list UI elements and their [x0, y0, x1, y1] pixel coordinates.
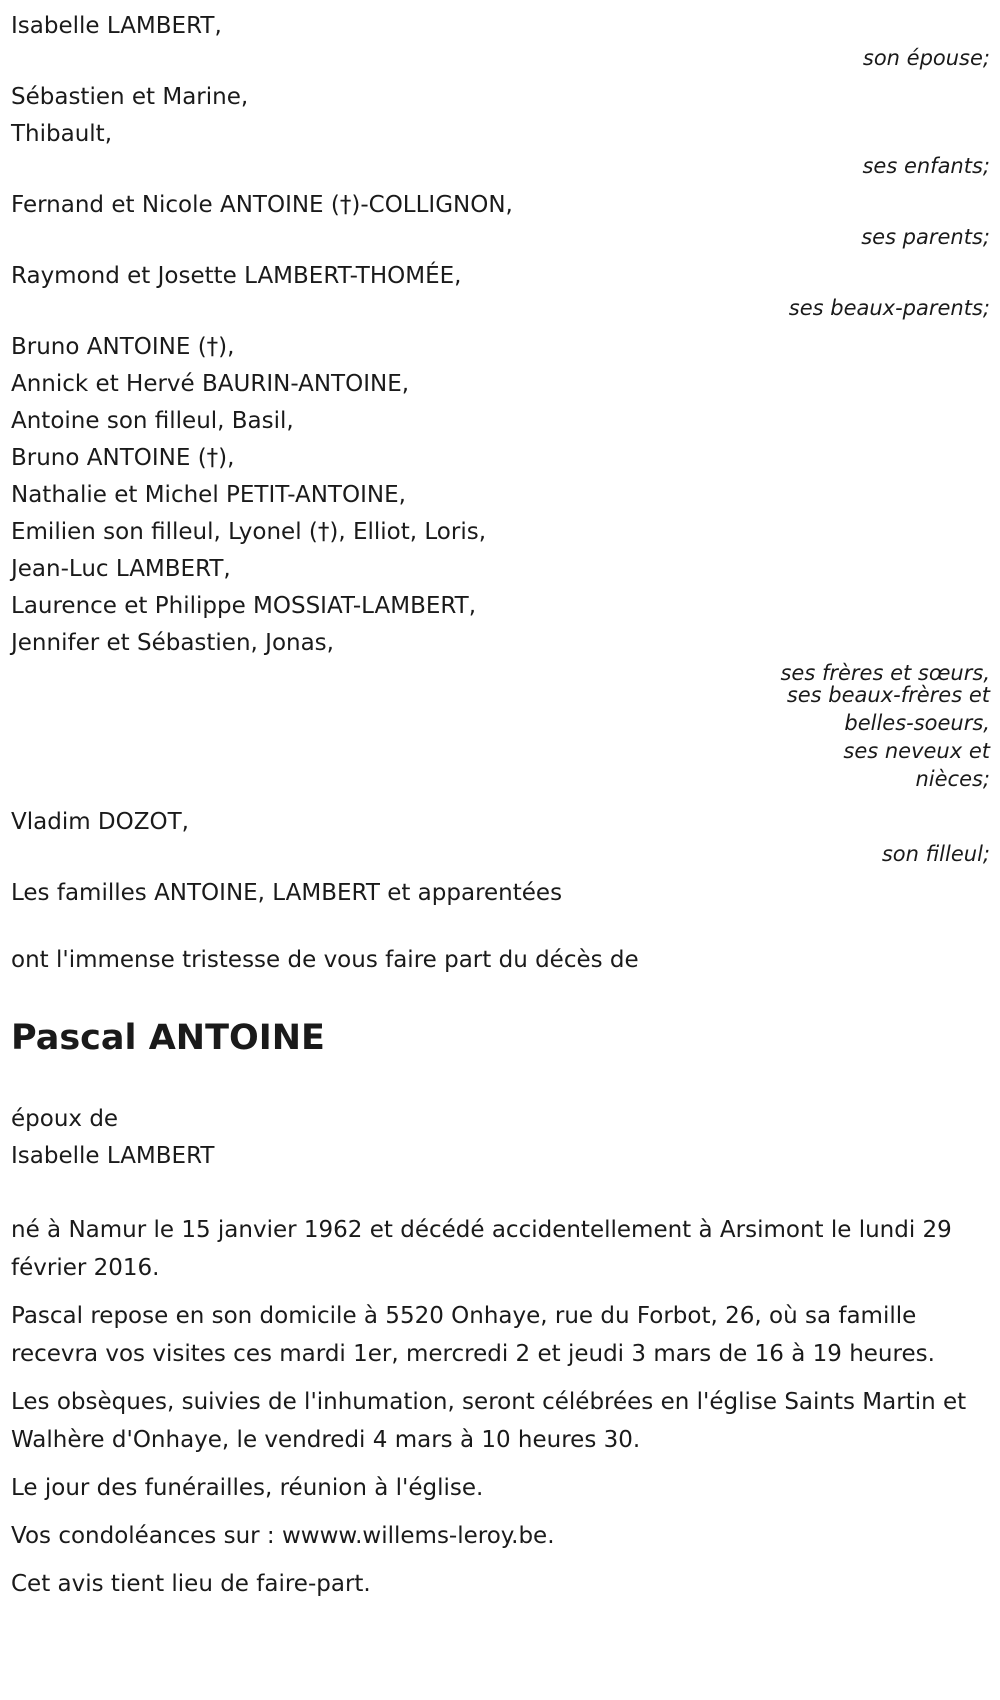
family-line: Emilien son filleul, Lyonel (†), Elliot, Loris,	[11, 519, 487, 545]
family-group	[11, 258, 990, 321]
notice-paragraph: Cet avis tient lieu de faire-part.	[11, 1571, 371, 1597]
family-group	[11, 875, 990, 912]
relation-label: son épouse;	[862, 46, 990, 70]
spouse-label: époux de	[11, 1106, 119, 1132]
deceased-name: Pascal ANTOINE	[11, 1018, 325, 1058]
relation-label: ses enfants;	[862, 154, 990, 178]
family-line: Jean-Luc LAMBERT,	[11, 556, 231, 582]
family-line: Nathalie et Michel PETIT-ANTOINE,	[11, 482, 406, 508]
family-group	[11, 8, 990, 71]
visitation-paragraph: Pascal repose en son domicile à 5520 Onhaye, rue du Forbot, 26, où sa famille recevra vos visites ces mardi 1er, mercredi 2 et jeudi 3 mars de 16 à 19 heures.	[11, 1303, 935, 1367]
spouse-block	[11, 1101, 990, 1175]
family-group	[11, 79, 990, 179]
family-line: Fernand et Nicole ANTOINE (†)-COLLIGNON,	[11, 192, 513, 218]
family-line: Laurence et Philippe MOSSIAT-LAMBERT,	[11, 593, 477, 619]
relation-label-line: ses beaux-frères et	[786, 683, 990, 707]
family-line: Sébastien et Marine,	[11, 84, 249, 110]
funeral-paragraph: Les obsèques, suivies de l'inhumation, seront célébrées en l'église Saints Martin et Walhère d'Onhaye, le vendredi 4 mars à 10 heures 30.	[11, 1389, 967, 1453]
relation-label-line: ses frères et sœurs,	[780, 661, 990, 685]
family-line: Vladim DOZOT,	[11, 809, 189, 835]
condolences-paragraph: Vos condoléances sur : wwww.willems-leroy.be.	[11, 1523, 555, 1549]
relation-label: son filleul;	[881, 842, 990, 866]
meeting-paragraph: Le jour des funérailles, réunion à l'église.	[11, 1475, 484, 1501]
family-line: Raymond et Josette LAMBERT-THOMÉE,	[11, 263, 462, 289]
spouse-name: Isabelle LAMBERT	[11, 1143, 215, 1169]
family-group	[11, 187, 990, 250]
relation-label-line: belles-soeurs,	[844, 711, 990, 735]
relation-label	[11, 662, 990, 796]
relation-label-line: ses neveux et	[843, 739, 990, 763]
family-line: Annick et Hervé BAURIN-ANTOINE,	[11, 371, 410, 397]
family-group	[11, 329, 990, 796]
announcement-text: ont l'immense tristesse de vous faire part du décès de	[11, 947, 639, 973]
relation-label-line: nièces;	[915, 767, 990, 791]
family-group	[11, 804, 990, 867]
relation-label: ses beaux-parents;	[788, 296, 990, 320]
family-line: Thibault,	[11, 121, 113, 147]
family-line: Bruno ANTOINE (†),	[11, 445, 235, 471]
birth-death-paragraph: né à Namur le 15 janvier 1962 et décédé accidentellement à Arsimont le lundi 29 février 2016.	[11, 1217, 952, 1281]
family-line: Antoine son filleul, Basil,	[11, 408, 294, 434]
family-line: Bruno ANTOINE (†),	[11, 334, 235, 360]
family-line: Les familles ANTOINE, LAMBERT et apparentées	[11, 880, 563, 906]
family-line: Jennifer et Sébastien, Jonas,	[11, 630, 334, 656]
family-line: Isabelle LAMBERT,	[11, 13, 222, 39]
relation-label: ses parents;	[861, 225, 990, 249]
